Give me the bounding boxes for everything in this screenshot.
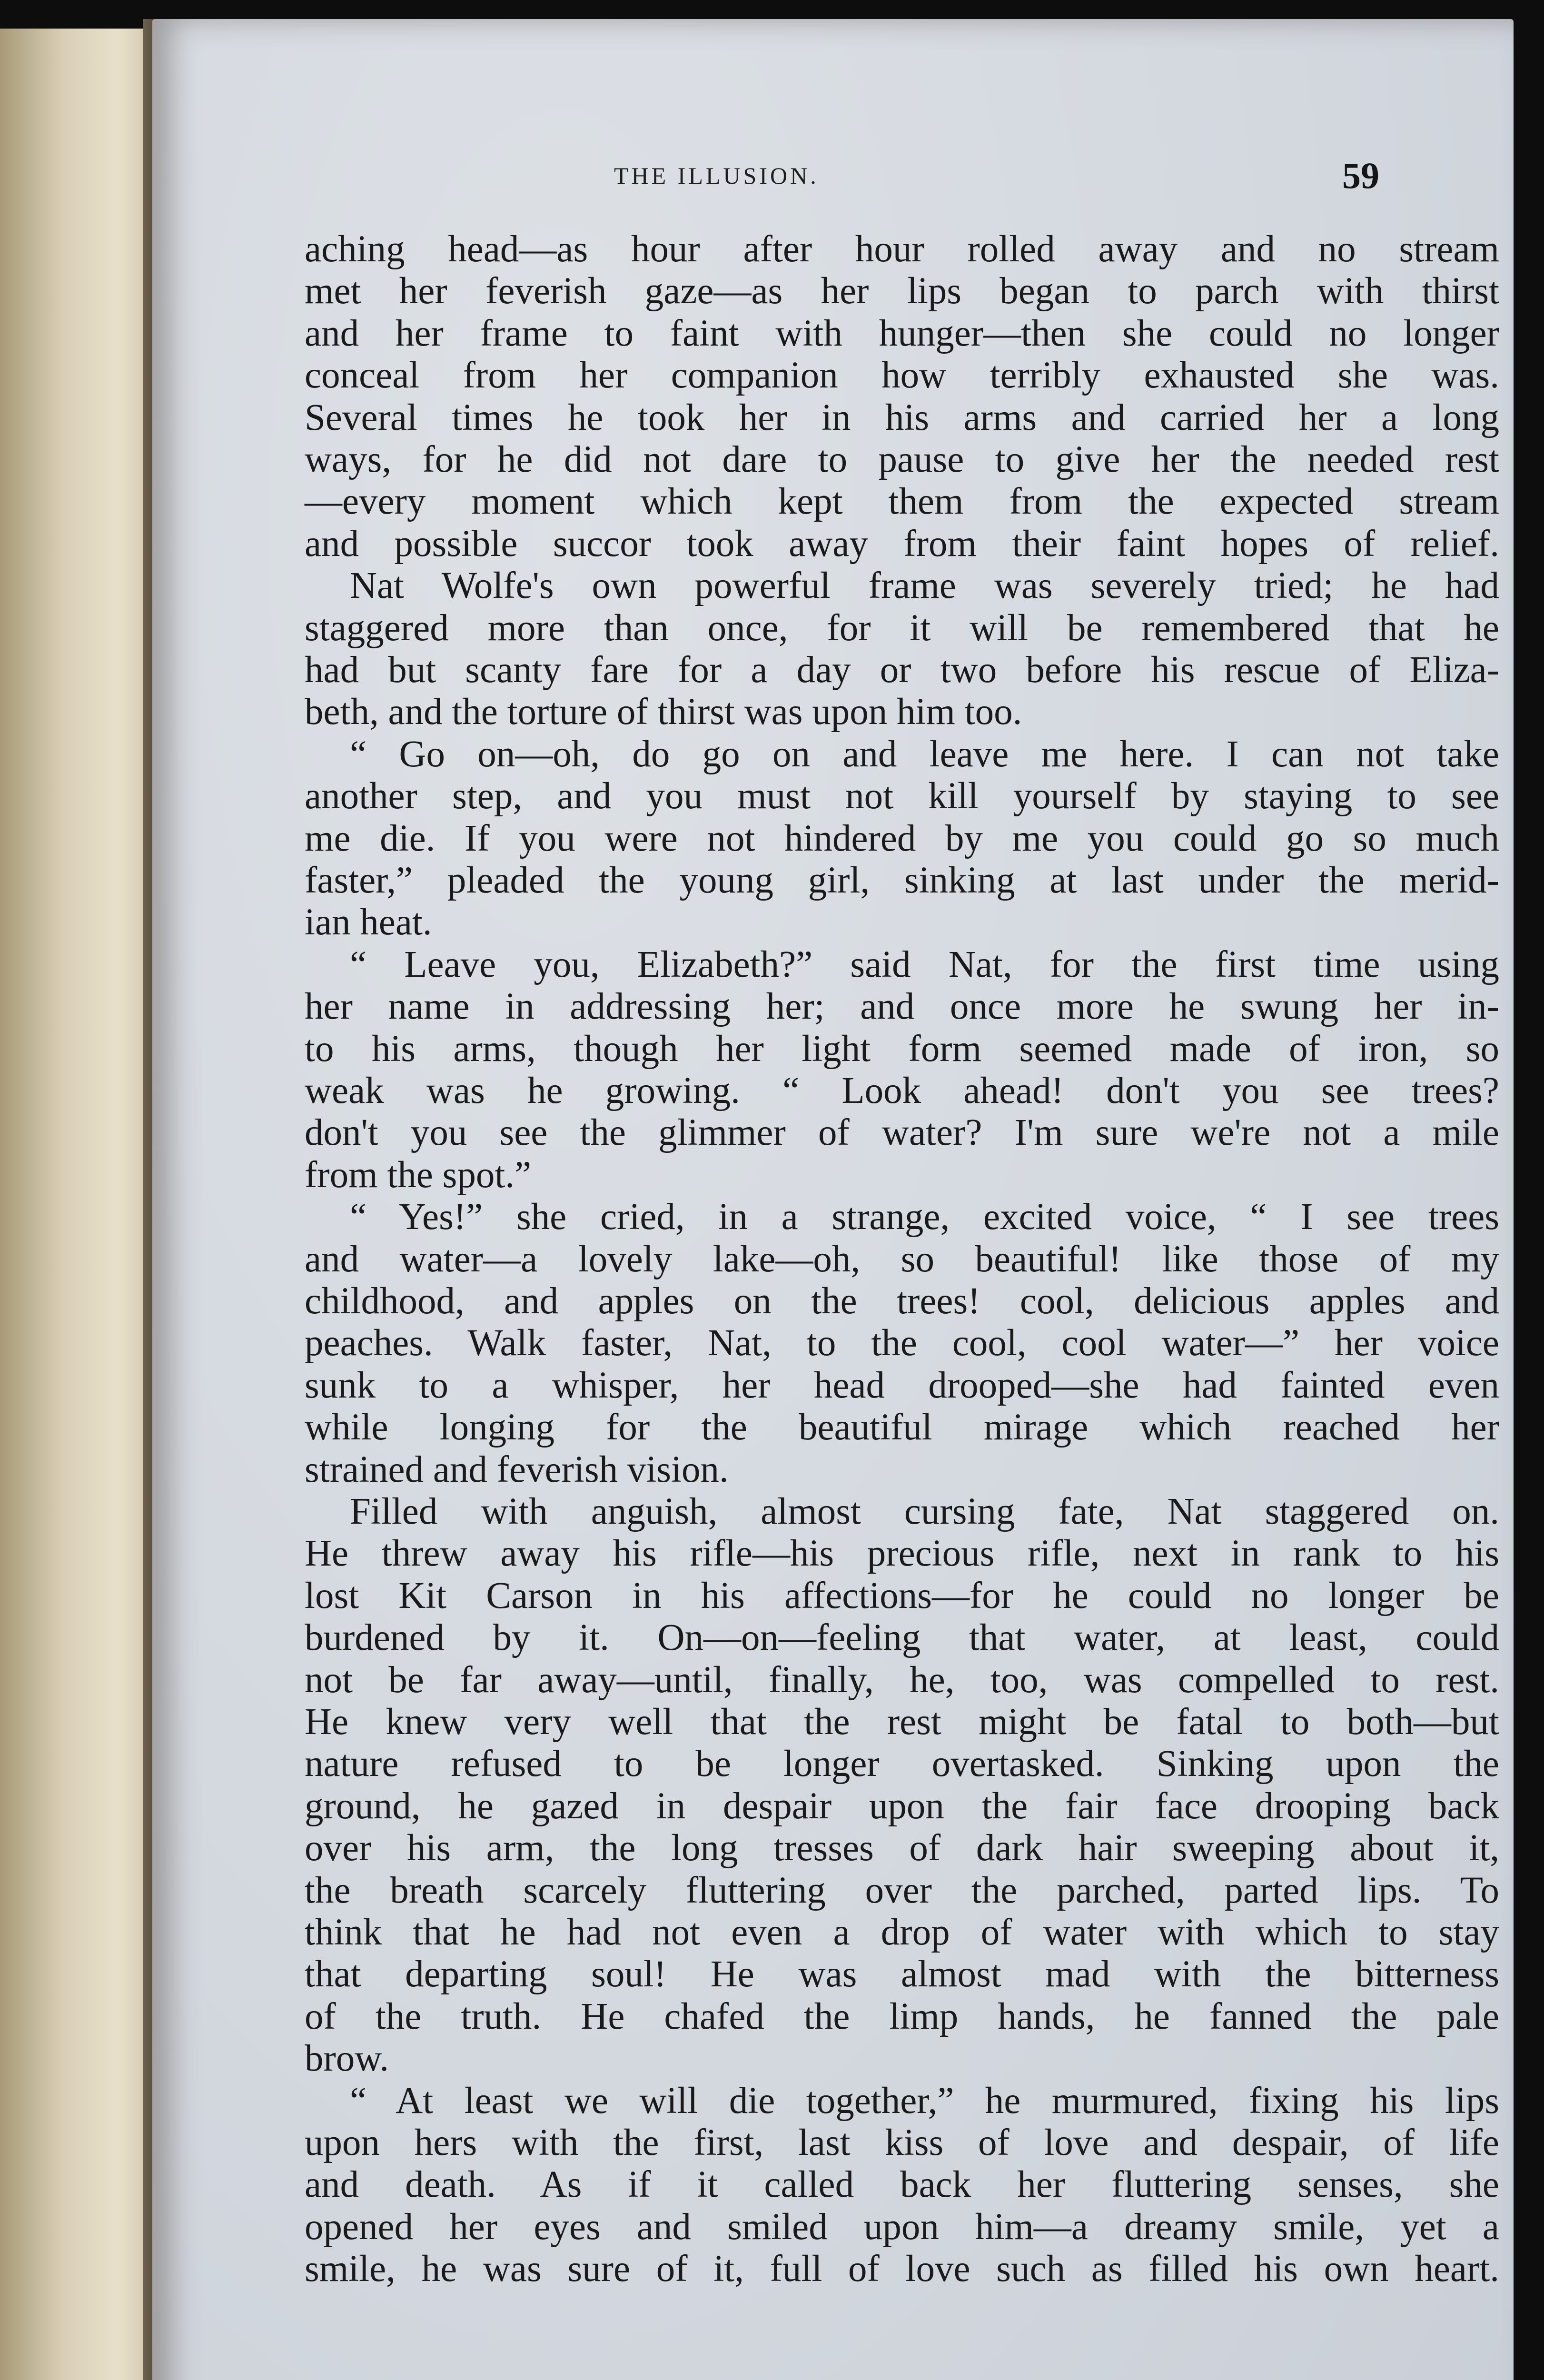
text-line: nature refused to be longer overtasked. Sinking upon the <box>305 1743 1499 1785</box>
text-line: “ Leave you, Elizabeth?” said Nat, for the first time using <box>350 943 1499 985</box>
text-line: Filled with anguish, almost cursing fate, Nat staggered on. <box>350 1491 1499 1532</box>
text-line: He threw away his rifle—his precious rifle, next in rank to his <box>305 1533 1499 1575</box>
text-line: ground, he gazed in despair upon the fair face drooping back <box>305 1785 1499 1827</box>
facing-page-edge <box>0 29 157 2380</box>
text-line: burdened by it. On—on—feeling that water, at least, could <box>305 1617 1499 1659</box>
text-line: conceal from her companion how terribly exhausted she was. <box>305 355 1499 397</box>
text-line: over his arm, the long tresses of dark hair sweeping about it, <box>305 1827 1499 1869</box>
text-line: to his arms, though her light form seemed made of iron, so <box>305 1028 1499 1070</box>
text-line: and death. As if it called back her fluttering senses, she <box>305 2164 1499 2206</box>
text-line: another step, and you must not kill yourself by staying to see <box>305 775 1499 817</box>
text-line: “ Go on—oh, do go on and leave me here. I can not take <box>350 733 1499 775</box>
text-line: aching head—as hour after hour rolled away and no stream <box>305 228 1499 270</box>
text-line: think that he had not even a drop of water with which to stay <box>305 1912 1499 1953</box>
body-text <box>152 19 1514 2380</box>
text-line: weak was he growing. “ Look ahead! don't you see trees? <box>305 1070 1499 1111</box>
text-line: while longing for the beautiful mirage which reached her <box>305 1407 1499 1448</box>
text-line: sunk to a whisper, her head drooped—she had fainted even <box>305 1364 1499 1406</box>
text-line: and her frame to faint with hunger—then she could no longer <box>305 312 1499 354</box>
text-line: and water—a lovely lake—oh, so beautiful! like those of my <box>305 1238 1499 1280</box>
text-line: strained and feverish vision. <box>305 1448 729 1490</box>
text-line: me die. If you were not hindered by me you could go so much <box>305 817 1499 859</box>
running-title: THE ILLUSION. <box>614 162 819 189</box>
book-page <box>152 19 1514 2380</box>
text-line: opened her eyes and smiled upon him—a dreamy smile, yet a <box>305 2206 1499 2248</box>
text-line: childhood, and apples on the trees! cool, delicious apples and <box>305 1280 1499 1322</box>
text-line: Nat Wolfe's own powerful frame was severely tried; he had <box>350 565 1499 607</box>
text-line: smile, he was sure of it, full of love such as filled his own heart. <box>305 2248 1499 2290</box>
text-line: ways, for he did not dare to pause to give her the needed rest <box>305 439 1499 480</box>
text-line: brow. <box>305 2038 389 2080</box>
text-line: He knew very well that the rest might be fatal to both—but <box>305 1701 1499 1743</box>
text-line: had but scanty fare for a day or two before his rescue of Eliza- <box>305 649 1499 691</box>
text-line: staggered more than once, for it will be remembered that he <box>305 607 1499 649</box>
text-line: met her feverish gaze—as her lips began to parch with thirst <box>305 270 1499 312</box>
text-line: her name in addressing her; and once more he swung her in- <box>305 986 1499 1028</box>
text-line: from the spot.” <box>305 1154 532 1196</box>
text-line: don't you see the glimmer of water? I'm sure we're not a mile <box>305 1112 1499 1154</box>
text-line: lost Kit Carson in his affections—for he could no longer be <box>305 1575 1499 1616</box>
text-line: of the truth. He chafed the limp hands, he fanned the pale <box>305 1995 1499 2037</box>
text-line: the breath scarcely fluttering over the parched, parted lips. To <box>305 1869 1499 1911</box>
text-line: upon hers with the first, last kiss of love and despair, of life <box>305 2122 1499 2163</box>
text-line: —every moment which kept them from the expected stream <box>305 481 1499 523</box>
text-line: “ At least we will die together,” he murmured, fixing his lips <box>350 2080 1499 2122</box>
text-line: that departing soul! He was almost mad with the bitterness <box>305 1954 1499 1995</box>
text-line: and possible succor took away from their faint hopes of relief. <box>305 523 1499 565</box>
text-line: Several times he took her in his arms and carried her a long <box>305 397 1499 438</box>
text-line: not be far away—until, finally, he, too, was compelled to rest. <box>305 1659 1499 1701</box>
page-number: 59 <box>1342 155 1379 196</box>
text-line: beth, and the torture of thirst was upon him too. <box>305 691 1022 733</box>
text-line: “ Yes!” she cried, in a strange, excited voice, “ I see trees <box>350 1196 1499 1238</box>
text-line: ian heat. <box>305 902 432 943</box>
text-line: peaches. Walk faster, Nat, to the cool, cool water—” her voice <box>305 1322 1499 1364</box>
text-line: faster,” pleaded the young girl, sinking at last under the merid- <box>305 860 1499 901</box>
